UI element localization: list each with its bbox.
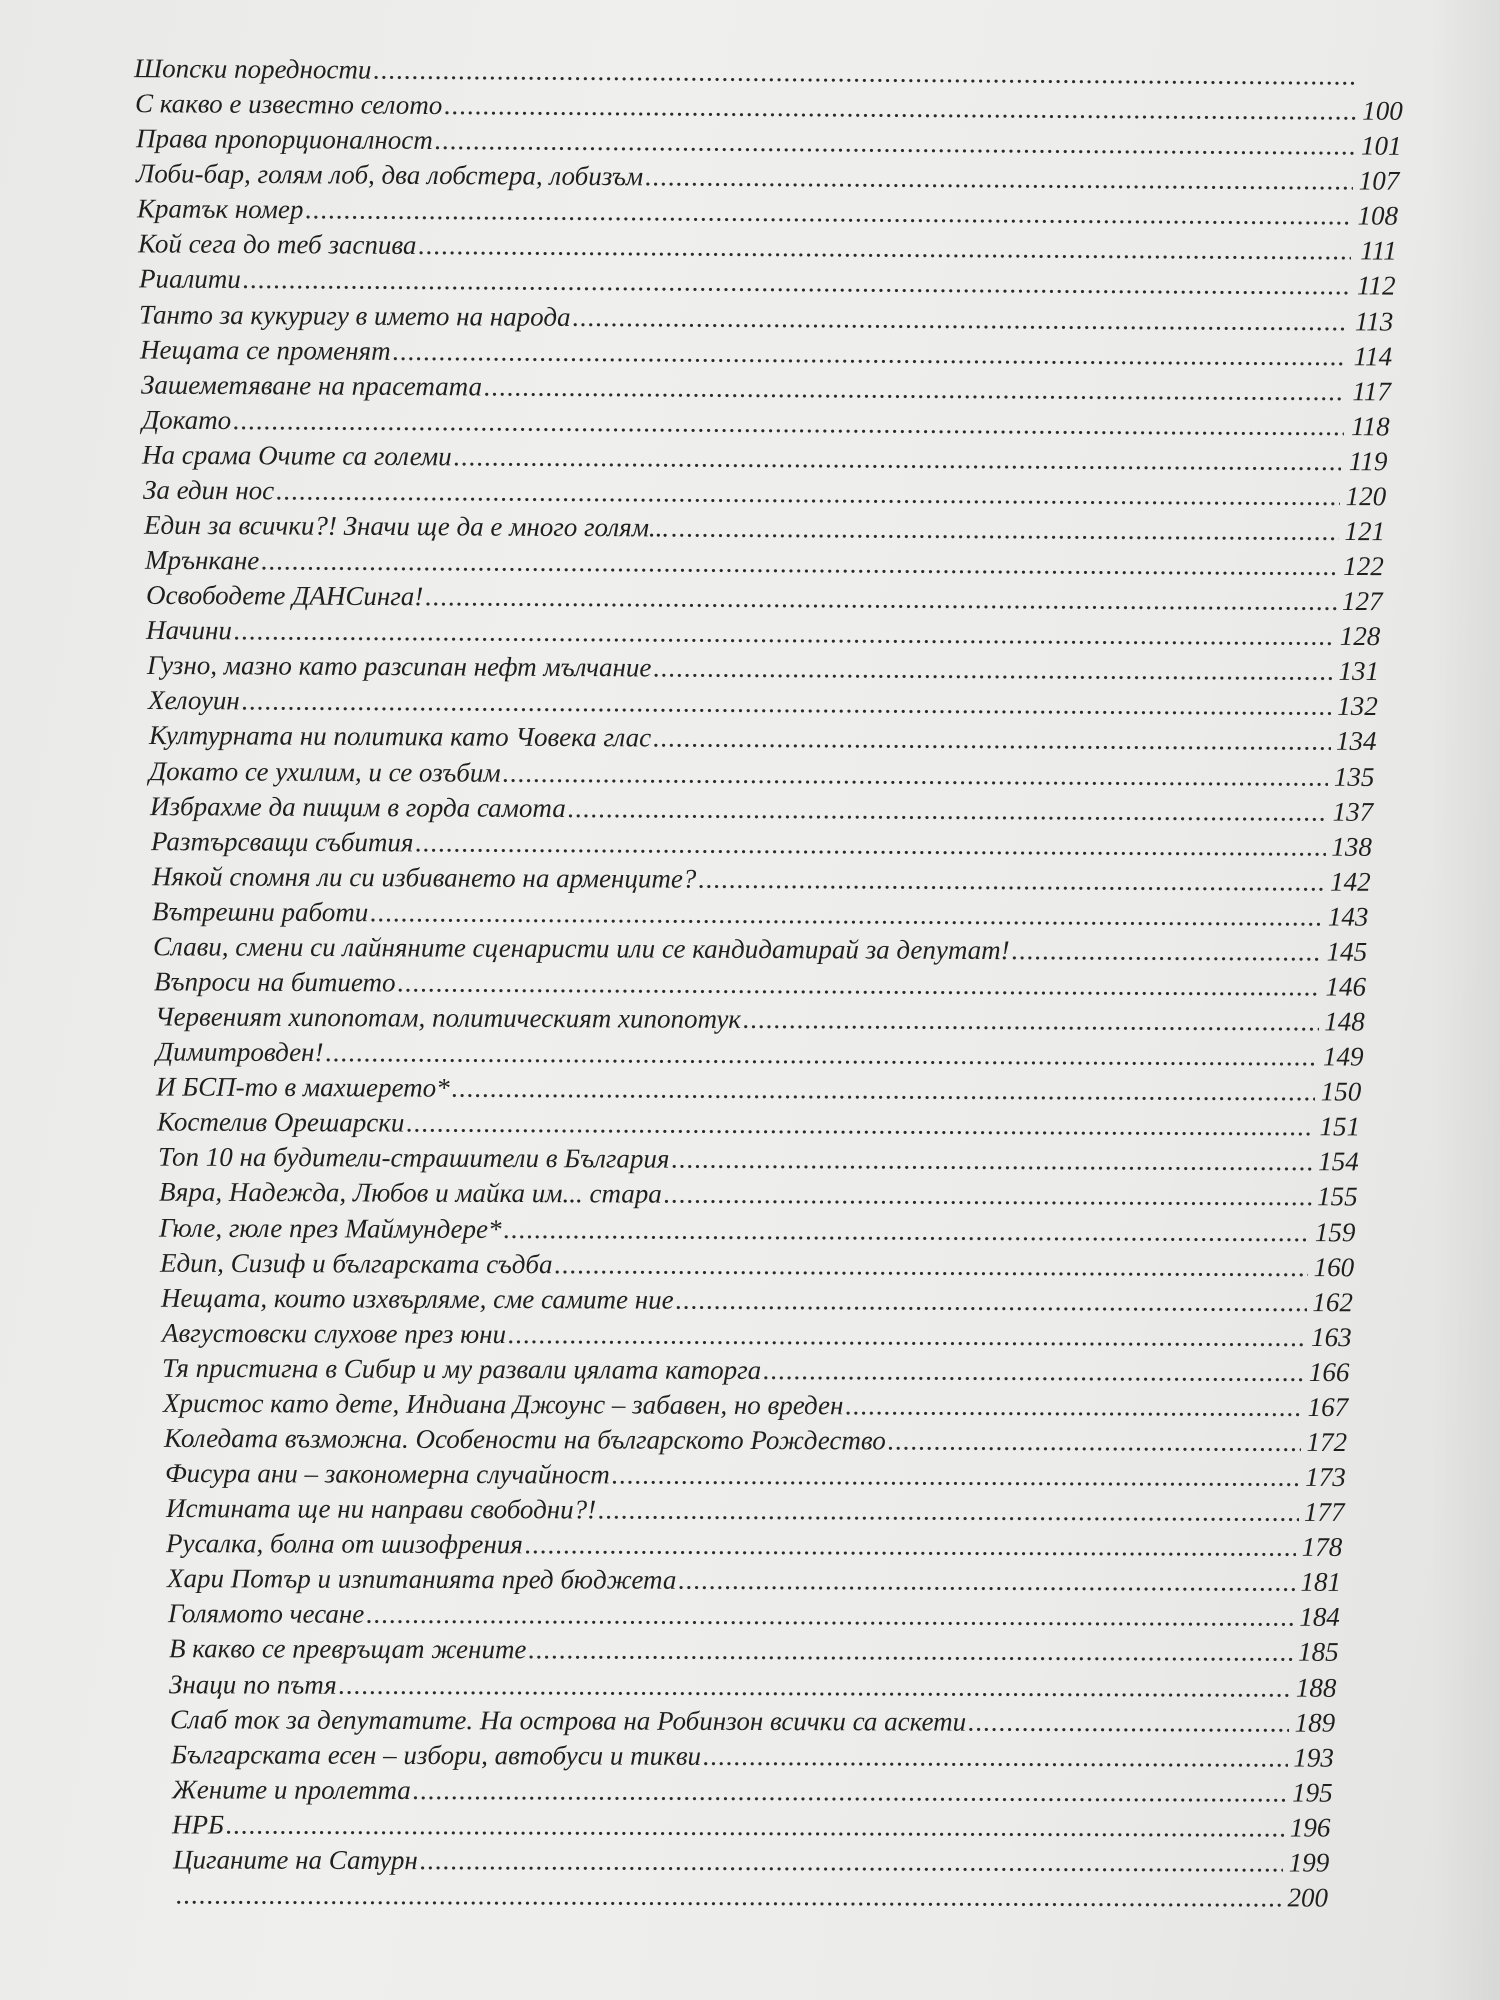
toc-leader-dots [434,124,1355,161]
toc-entry [161,1281,1353,1317]
toc-leader-dots [676,1283,1307,1317]
toc-entry-page: 184 [1299,1602,1340,1633]
toc-leader-dots [671,512,1339,547]
toc-entry [154,965,1366,1002]
toc-entry-page: 134 [1335,726,1377,757]
toc-entry-page: 118 [1350,410,1390,442]
toc-leader-dots [1012,934,1322,967]
toc-entry-page: 146 [1325,971,1367,1002]
toc-entry-page: 138 [1331,831,1372,862]
toc-entry [165,1492,1344,1528]
toc-entry [170,1703,1335,1738]
toc-entry-page: 196 [1290,1812,1331,1843]
toc-leader-dots [671,1143,1312,1178]
toc-entry [136,157,1399,196]
toc-entry [152,895,1369,932]
toc-entry [160,1246,1354,1283]
toc-entry-title: Кратък номер [136,193,304,225]
toc-entry-title: Избрахме да пищим в горда самота [150,790,566,823]
toc-entry [135,122,1401,162]
toc-leader-dots [325,1036,1317,1072]
toc-entry-page: 185 [1297,1637,1339,1668]
toc-entry-page: 119 [1349,445,1388,477]
toc-entry-page: 100 [1361,95,1403,126]
toc-leader-dots [398,966,1321,1002]
toc-entry-title: Мрънкане [144,544,260,576]
toc-entry-title: Вяра, Надежда, Любов и майка им... стара [158,1177,662,1210]
toc-entry-title: Русалка, болна от шизофрения [166,1528,524,1560]
toc-entry-page: 114 [1353,340,1393,372]
toc-entry-title: Лоби-бар, голям лоб, два лобстера, лобизъм [136,158,644,192]
toc-leader-dots [393,335,1347,372]
toc-entry [149,755,1375,793]
toc-leader-dots [663,1178,1311,1213]
toc-entry-title: Права пропорционалност [135,123,433,156]
toc-entry [166,1527,1342,1563]
toc-leader-dots [452,1072,1316,1108]
toc-entry [139,298,1394,337]
toc-entry-title: Докато се ухилим, и се озъбим [149,755,502,788]
toc-entry [172,1773,1333,1808]
toc-entry [145,544,1384,582]
toc-entry-title: Гузно, мазно като разсипан нефт мълчание [146,650,652,683]
toc-leader-dots [698,862,1324,897]
toc-leader-dots [528,1634,1292,1668]
toc-entry-title: Докато [141,404,231,435]
toc-entry-title: Кой сега до теб заспива [137,228,417,261]
toc-entry-page: 181 [1300,1567,1342,1598]
toc-entry-page: 148 [1323,1006,1365,1037]
toc-entry-page: 155 [1316,1181,1358,1212]
toc-entry-title: На срама Очите са големи [142,439,453,472]
toc-entry-title: Гюле, гюле през Маймундере* [159,1212,502,1244]
toc-leader-dots [484,370,1345,407]
toc-entry [174,1878,1328,1913]
toc-entry-title: Истината ще ни направи свободни?! [165,1493,596,1525]
toc-entry [149,719,1377,757]
toc-entry-title: Едип, Сизиф и българската съдба [160,1247,553,1279]
toc-entry-title: Тя пристигна в Сибир и му развали цялата каторга [162,1352,762,1385]
toc-entry-page: 151 [1319,1111,1361,1142]
toc-entry-title: Хари Потър и изпитанията пред бюджета [167,1563,677,1596]
toc-leader-dots [525,1528,1297,1563]
toc-leader-dots [612,1459,1300,1493]
toc-leader-dots [653,722,1331,757]
toc-entry-page: 160 [1313,1251,1355,1282]
toc-entry [141,368,1391,407]
toc-entry-page: 166 [1309,1356,1350,1387]
toc-leader-dots [412,1774,1286,1808]
toc-leader-dots [242,263,1349,301]
toc-entry-page: 128 [1340,621,1381,652]
toc-entry-title: С какво е известно селото [134,88,443,121]
toc-leader-dots [371,896,1323,932]
toc-leader-dots [508,1318,1306,1353]
toc-leader-dots [846,1389,1303,1423]
toc-entry-page: 121 [1344,516,1386,547]
toc-entry-title: Един за всички?! Значи ще да е много голям... [143,509,670,543]
toc-entry-page: 117 [1352,375,1391,407]
toc-entry-page: 199 [1288,1847,1330,1878]
toc-entry [171,1738,1334,1773]
toc-entry-title: Знаци по пътя [169,1668,338,1700]
toc-entry-page: 127 [1341,586,1383,617]
toc-leader-dots [568,792,1328,828]
toc-entry-page: 162 [1312,1286,1353,1317]
toc-entry [139,263,1396,302]
toc-entry [134,52,1404,92]
toc-leader-dots [420,1844,1283,1878]
toc-entry [168,1598,1340,1634]
toc-entry-title: Червеният хипопотам, политическият хипопотук [154,1001,741,1034]
toc-entry-title: Топ 10 на будители-страшители в България [157,1141,670,1175]
toc-entry-title: Танто за кукуригу в името на народа [139,298,571,332]
toc-entry-page: 193 [1293,1742,1334,1773]
toc-leader-dots [406,1107,1314,1143]
toc-entry-title: Зашеметяване на прасетата [140,369,483,402]
toc-entry-title: В какво се превръщат жените [168,1633,527,1665]
toc-entry-page: 145 [1326,936,1368,967]
toc-leader-dots [261,544,1338,582]
toc-leader-dots [444,89,1357,127]
toc-entry-page: 101 [1360,130,1402,161]
toc-entry-page: 131 [1338,656,1380,687]
toc-entry-title: Вътрешни работи [152,896,369,928]
toc-entry [147,649,1379,687]
toc-entry-page: 167 [1307,1391,1349,1423]
toc-leader-dots [598,1494,1298,1528]
toc-entry-page: 150 [1321,1076,1362,1107]
toc-leader-dots [242,685,1332,722]
toc-entry [155,1000,1365,1037]
toc-entry [172,1808,1331,1843]
toc-entry-title: Нещата се променят [140,334,391,366]
toc-entry-page: 172 [1306,1426,1348,1458]
toc-entry [165,1457,1346,1493]
toc-entry-title: Августовски слухове през юни [161,1317,506,1349]
toc-leader-dots [703,1740,1288,1774]
toc-entry-title: Слаб ток за депутатите. На острова на Робинзон всички са аскети [170,1703,967,1737]
toc-entry [153,930,1367,967]
toc-entry-page: 177 [1303,1496,1345,1528]
toc-leader-dots [366,1598,1294,1633]
toc-entry [163,1387,1348,1423]
toc-entry-title: Шопски поредности [133,53,372,85]
toc-leader-dots [226,1808,1285,1843]
toc-entry-page: 200 [1287,1882,1329,1913]
toc-entry-page: 195 [1291,1777,1333,1808]
toc-entry-page: 112 [1356,270,1396,302]
toc-leader-dots [233,404,1344,442]
toc-entry [169,1668,1336,1704]
toc-entry [140,333,1392,372]
toc-entry-title: Циганите на Сатурн [173,1844,419,1876]
toc-leader-dots [373,54,1358,92]
toc-entry [158,1141,1359,1178]
toc-leader-dots [418,229,1351,266]
toc-entry-title: Разтърсващи събития [150,825,414,858]
toc-entry-page: 154 [1318,1146,1359,1177]
toc-leader-dots [678,1564,1295,1598]
toc-entry [151,825,1372,863]
toc-entry [159,1176,1358,1213]
toc-entry-page: 159 [1315,1216,1356,1247]
toc-leader-dots [176,1878,1282,1913]
toc-entry-page: 143 [1328,901,1369,932]
toc-entry-title: Българската есен – избори, автобуси и тикви [170,1739,702,1771]
toc-entry-title: НРБ [172,1809,225,1840]
toc-leader-dots [653,652,1333,687]
toc-leader-dots [234,615,1335,653]
toc-entry-page: 135 [1334,761,1375,792]
toc-entry-title: Димитровден! [155,1036,324,1068]
toc-entry-title: Нещата, които изхвърляме, сме самите ние [160,1282,674,1315]
toc-entry-page: 163 [1310,1321,1352,1352]
toc-entry-page: 137 [1332,796,1374,827]
toc-leader-dots [504,1213,1310,1248]
toc-entry-title: Голямото чесане [167,1598,365,1630]
toc-entry-title: Костелив Орешарски [157,1106,405,1138]
toc-entry [144,509,1385,547]
toc-entry-page: 178 [1302,1532,1343,1563]
toc-entry [143,474,1386,513]
toc-entry [167,1562,1341,1598]
toc-entry-title: Христос като дете, Индиана Джоунс – забавен, но вреден [163,1387,844,1421]
toc-entry-page: 108 [1357,200,1399,231]
toc-entry-title: И БСП-то в махшерето* [156,1071,450,1103]
toc-entry-title: Риалити [138,263,241,295]
toc-entry-title: Въпроси на битието [153,966,396,998]
toc-entry [137,193,1398,232]
toc-leader-dots [454,440,1342,477]
toc-entry [157,1106,1360,1143]
toc-entry [146,614,1380,652]
toc-entry-title: Някой спомня ли си избиването на арменците? [151,860,697,894]
toc-entry [164,1422,1347,1458]
toc-entry-title: Културната ни политика като Човека глас [148,720,651,753]
toc-leader-dots [968,1705,1289,1738]
toc-entry [150,790,1373,828]
toc-entry-page: 149 [1322,1041,1364,1072]
toc-entry [169,1633,1339,1669]
toc-entry [145,579,1382,617]
toc-entry-title: За един нос [143,474,275,506]
toc-leader-dots [573,300,1348,336]
toc-entry [156,1071,1361,1108]
toc-entry [148,684,1378,722]
toc-entry [152,860,1371,898]
toc-entry-title: Слави, смени си лайняните сценаристи или се кандидатирай за депутат! [153,931,1011,966]
toc-leader-dots [764,1354,1304,1388]
toc-leader-dots [339,1668,1291,1703]
toc-entry-title: Фисура ани – закономерна случайност [164,1458,610,1490]
toc-entry-page: 107 [1358,165,1400,196]
toc-leader-dots [276,474,1340,512]
toc-leader-dots [425,580,1336,617]
toc-entry-title: Освободете ДАНСинга! [145,579,423,612]
toc-entry [142,403,1390,442]
toc-entry [138,228,1397,267]
toc-leader-dots [415,826,1326,862]
toc-entry-title: Коледата възможна. Особености на българското Рождество [163,1422,886,1456]
toc-entry-page: 113 [1355,305,1394,337]
toc-leader-dots [555,1248,1309,1283]
toc-entry-page: 132 [1337,691,1378,722]
toc-entry-title: Хелоуин [147,685,240,716]
toc-leader-dots [888,1424,1301,1457]
toc-entry-page: 120 [1345,481,1387,512]
toc-entry [173,1843,1329,1878]
toc-leader-dots [503,756,1329,792]
toc-entry [162,1317,1352,1353]
toc-entry [159,1211,1355,1248]
toc-leader-dots [645,160,1353,196]
toc-entry-title: Начини [146,615,233,646]
toc-entry [155,1036,1363,1073]
toc-entry-page: 189 [1294,1707,1336,1738]
toc-entry-page: 188 [1296,1672,1337,1703]
toc-entry-page: 173 [1304,1461,1346,1493]
toc-entry-page: 142 [1329,866,1371,897]
toc-entry-title: Жените и пролетта [171,1774,411,1805]
toc-leader-dots [743,1003,1319,1037]
toc-leader-dots [305,194,1352,232]
toc-entry-page: 122 [1342,551,1384,582]
toc-entry [135,87,1403,127]
toc-entry-page: 111 [1360,235,1397,267]
toc-entry [162,1352,1350,1388]
toc-entry [142,438,1388,477]
